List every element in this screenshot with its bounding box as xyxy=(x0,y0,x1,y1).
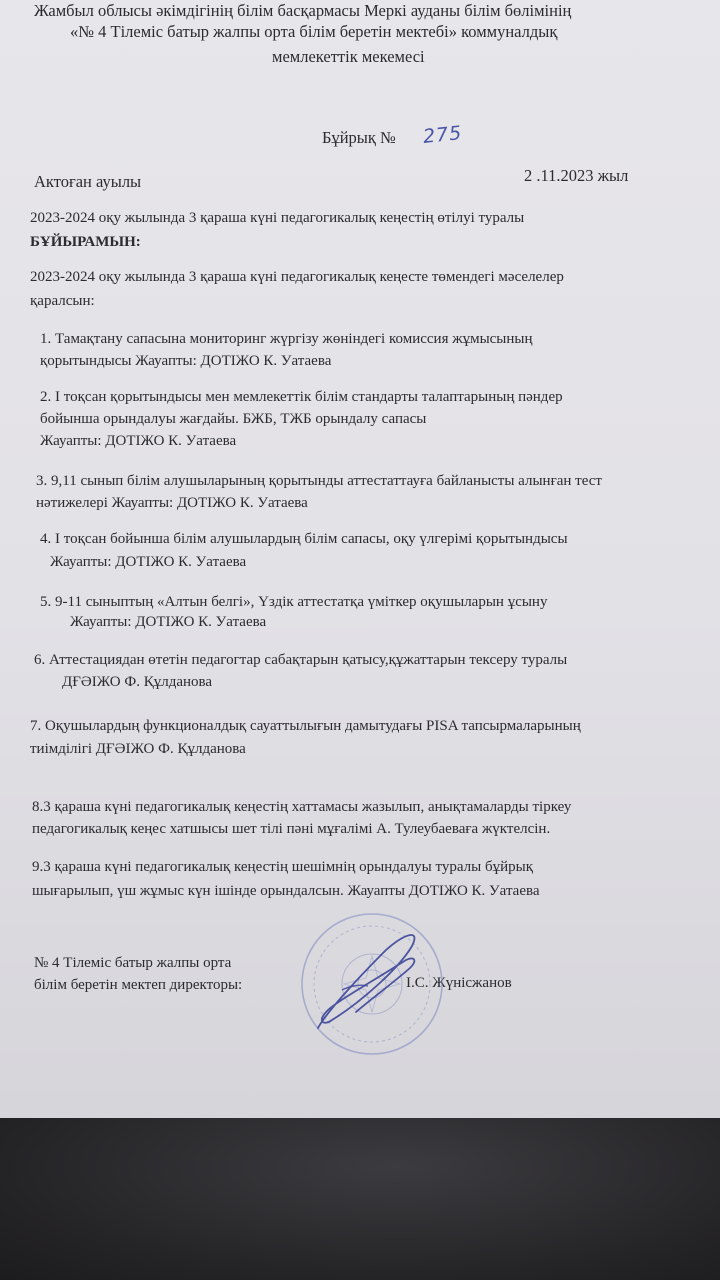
list-item-line: 2. І тоқсан қорытындысы мен мемлекеттік білім стандарты талаптарының пәндер xyxy=(40,389,563,405)
signature-org-line-2: білім беретін мектеп директоры: xyxy=(34,977,243,993)
list-item-line: нәтижелері Жауапты: ДОТІЖО К. Уатаева xyxy=(36,495,308,511)
command-word: БҰЙЫРАМЫН: xyxy=(30,234,141,250)
intro-line-1: 2023-2024 оқу жылында 3 қараша күні педагогикалық кеңесте төмендегі мәселелер xyxy=(30,269,564,285)
list-item-line: 1. Тамақтану сапасына мониторинг жүргізу жөніндегі комиссия жұмысының xyxy=(40,331,533,347)
list-item-line: шығарылып, үш жұмыс күн ішінде орындалсын. Жауапты ДОТІЖО К. Уатаева xyxy=(32,883,540,899)
order-number: 275 xyxy=(421,122,464,148)
list-item-line: Жауапты: ДОТІЖО К. Уатаева xyxy=(70,614,267,630)
signature-org-line-1: № 4 Тілеміс батыр жалпы орта xyxy=(34,955,232,971)
intro-line-2: қаралсын: xyxy=(30,293,95,309)
list-item-line: Жауапты: ДОТІЖО К. Уатаева xyxy=(40,433,237,449)
header-line-3: мемлекеттік мекемесі xyxy=(272,47,425,66)
list-item-line: ДҒӘІЖО Ф. Құлданова xyxy=(62,674,213,690)
order-title: Бұйрық № xyxy=(322,128,396,147)
list-item-line: 4. І тоқсан бойынша білім алушылардың білім сапасы, оқу үлгерімі қорытындысы xyxy=(40,531,568,547)
list-item-line: 3. 9,11 сынып білім алушыларының қорытынды аттестаттауға байланысты алынған тест xyxy=(36,473,602,489)
header-line-1: Жамбыл облысы әкімдігінің білім басқармасы Меркі ауданы білім бөлімінің xyxy=(34,1,572,20)
list-item-line: тиімділігі ДҒӘІЖО Ф. Құлданова xyxy=(30,741,246,757)
list-item-line: педагогикалық кеңес хатшысы шет тілі пәні мұғалімі А. Тулеубаеваға жүктелсін. xyxy=(32,821,551,837)
list-item-line: 8.3 қараша күні педагогикалық кеңестің хаттамасы жазылып, анықтамаларды тіркеу xyxy=(32,799,572,815)
list-item-line: 6. Аттестациядан өтетін педагогтар сабақтарын қатысу,құжаттарын тексеру туралы xyxy=(34,652,568,668)
list-item-line: бойынша орындалуы жағдайы. БЖБ, ТЖБ орындалу сапасы xyxy=(40,411,427,427)
signer-name: І.С. Жүнісжанов xyxy=(406,975,512,991)
list-item-line: Жауапты: ДОТІЖО К. Уатаева xyxy=(50,554,247,570)
list-item-line: 9.3 қараша күні педагогикалық кеңестің шешімнің орындалуы туралы бұйрық xyxy=(32,859,533,875)
date: 2 .11.2023 жыл xyxy=(524,166,629,185)
order-subject: 2023-2024 оқу жылында 3 қараша күні педагогикалық кеңестің өтілуі туралы xyxy=(30,210,525,226)
header-line-2: «№ 4 Тілеміс батыр жалпы орта білім беретін мектебі» коммуналдық xyxy=(70,22,558,41)
background-floor xyxy=(0,1118,720,1280)
list-item-line: 7. Оқушылардың функционалдық сауаттылығын дамытудағы PISA тапсырмаларының xyxy=(30,718,581,734)
list-item-line: 5. 9-11 сыныптың «Алтын белгі», Үздік аттестатқа үміткер оқушыларын ұсыну xyxy=(40,594,548,610)
school-stamp-icon xyxy=(286,908,456,1058)
place: Актоған ауылы xyxy=(34,172,142,191)
list-item-line: қорытындысы Жауапты: ДОТІЖО К. Уатаева xyxy=(40,353,332,369)
